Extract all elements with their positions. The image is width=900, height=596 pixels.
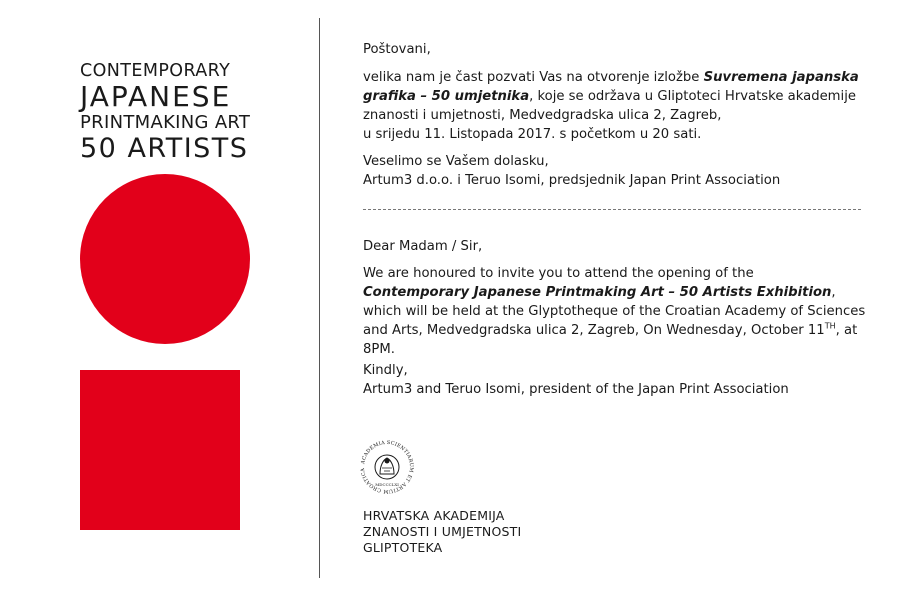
croatian-closing xyxy=(363,152,780,190)
seal-year-text: MDCCCLXI xyxy=(375,482,399,487)
english-invite-venue: , which will be held at the Glyptotheque of the Croatian Academy of Sciences and Arts, Medvedgradska ulica 2, Zagreb, On Wednesday, October 11 xyxy=(363,285,866,338)
org-line-3: GLIPTOTEKA xyxy=(363,540,443,555)
exhibition-title xyxy=(80,60,280,164)
vertical-divider xyxy=(319,18,320,578)
language-separator xyxy=(363,209,861,210)
english-closing-line: Kindly, xyxy=(363,363,408,378)
english-date-suffix: TH xyxy=(824,321,836,331)
english-signature: Artum3 and Teruo Isomi, president of the Japan Print Association xyxy=(363,382,789,397)
red-circle-graphic xyxy=(80,174,250,344)
english-closing xyxy=(363,361,873,399)
org-line-2: ZNANOSTI I UMJETNOSTI xyxy=(363,524,522,539)
english-invitation xyxy=(363,264,868,359)
english-invite-time: , at 8PM. xyxy=(363,323,858,357)
red-square-graphic xyxy=(80,370,240,530)
left-panel xyxy=(0,0,320,596)
title-line-contemporary: CONTEMPORARY xyxy=(80,61,231,81)
title-line-printmaking: PRINTMAKING ART xyxy=(80,112,251,133)
title-line-artists: 50 ARTISTS xyxy=(80,133,249,164)
title-line-japanese: JAPANESE xyxy=(80,80,232,113)
academy-seal-icon xyxy=(358,438,416,496)
croatian-signature: Artum3 d.o.o. i Teruo Isomi, predsjednik Japan Print Association xyxy=(363,173,781,188)
croatian-invite-venue: , koje se održava u Gliptoteci Hrvatske akademije znanosti i umjetnosti, Medvedgradska ulica 2, Zagreb, xyxy=(363,89,856,123)
croatian-greeting: Poštovani, xyxy=(363,42,431,57)
organization-name xyxy=(363,508,521,556)
croatian-invite-date: u srijedu 11. Listopada 2017. s početkom u 20 sati. xyxy=(363,127,702,142)
croatian-invitation xyxy=(363,68,863,144)
croatian-invite-intro: velika nam je čast pozvati Vas na otvorenje izložbe xyxy=(363,70,704,85)
english-greeting: Dear Madam / Sir, xyxy=(363,239,483,254)
org-line-1: HRVATSKA AKADEMIJA xyxy=(363,508,505,523)
seal-ring-text: ACADEMIA SCIENTIARUM ET ARTIUM CROATICA xyxy=(359,439,415,495)
english-exhibition-name: Contemporary Japanese Printmaking Art – 50 Artists Exhibition xyxy=(363,285,832,300)
croatian-exhibition-name: Suvremena japanska grafika – 50 umjetnika xyxy=(363,70,859,104)
croatian-closing-line: Veselimo se Vašem dolasku, xyxy=(363,154,549,169)
english-invite-intro: We are honoured to invite you to attend the opening of the xyxy=(363,266,754,281)
